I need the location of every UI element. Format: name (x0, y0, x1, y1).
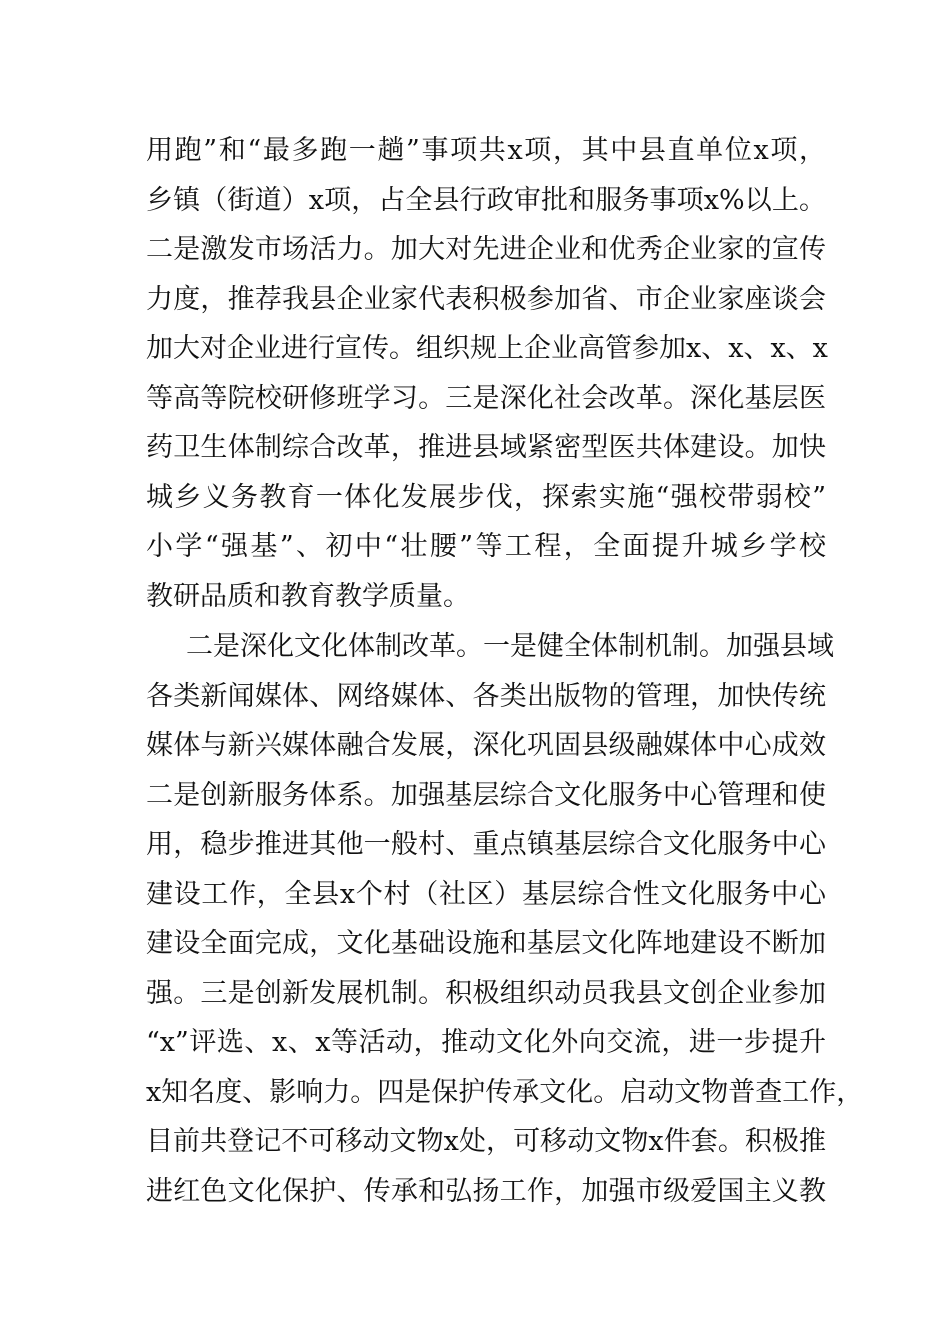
text-line: 强。三是创新发展机制。积极组织动员我县文创企业参加 (146, 977, 826, 1009)
text-line: 乡镇（街道）x项，占全县行政审批和服务事项x%以上。 (146, 184, 826, 216)
text-line: 教研品质和教育教学质量。 (146, 580, 470, 612)
text-line: 用跑”和“最多跑一趟”事项共x项，其中县直单位x项， (146, 135, 826, 166)
text-line: 城乡义务教育一体化发展步伐，探索实施“强校带弱校” (146, 481, 826, 513)
text-line: 目前共登记不可移动文物x处，可移动文物x件套。积极推 (146, 1126, 826, 1157)
text-line: 进红色文化保护、传承和弘扬工作，加强市级爱国主义教 (146, 1175, 826, 1207)
text-line: 媒体与新兴媒体融合发展，深化巩固县级融媒体中心成效 (146, 730, 826, 761)
text-line: 加大对企业进行宣传。组织规上企业高管参加x、x、x、x (146, 333, 828, 364)
paragraph-1 (146, 126, 826, 621)
text-line: 力度，推荐我县企业家代表积极参加省、市企业家座谈会 (146, 283, 826, 315)
text-line: 建设全面完成，文化基础设施和基层文化阵地建设不断加 (146, 928, 826, 959)
text-line: 等高等院校研修班学习。三是深化社会改革。深化基层医 (146, 382, 826, 414)
text-line: 小学“强基”、初中“壮腰”等工程，全面提升城乡学校 (146, 531, 826, 562)
text-line: 二是激发市场活力。加大对先进企业和优秀企业家的宣传 (146, 234, 826, 265)
text-line: “x”评选、x、x等活动，推动文化外向交流，进一步提升 (146, 1027, 826, 1058)
paragraph-2 (146, 622, 864, 1216)
text-line: 各类新闻媒体、网络媒体、各类出版物的管理，加快传统 (146, 680, 826, 712)
text-line: 建设工作，全县x个村（社区）基层综合性文化服务中心 (146, 878, 826, 910)
text-line: 药卫生体制综合改革，推进县域紧密型医共体建设。加快 (146, 432, 826, 463)
text-line: 二是深化文化体制改革。一是健全体制机制。加强县域 (186, 631, 834, 662)
text-line: 二是创新服务体系。加强基层综合文化服务中心管理和使 (146, 779, 826, 811)
text-line: 用，稳步推进其他一般村、重点镇基层综合文化服务中心 (146, 829, 826, 860)
text-line: x知名度、影响力。四是保护传承文化。启动文物普查工作， (146, 1076, 864, 1108)
